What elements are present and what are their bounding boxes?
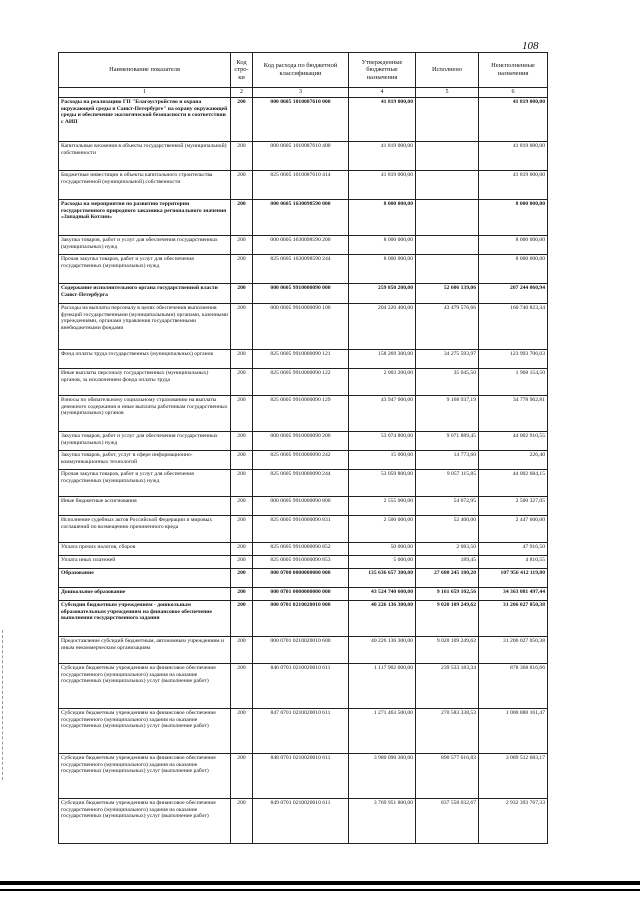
unexecuted-amount: 34 778 962,81 (479, 396, 548, 432)
approved-amount: 2 003 200,00 (349, 369, 416, 396)
line-code: 200 (231, 350, 253, 369)
approved-amount: 8 000 000,00 (349, 200, 416, 236)
executed-amount (416, 142, 479, 171)
unexecuted-amount: 2 447 600,00 (479, 516, 548, 543)
table-row (59, 200, 548, 236)
executed-amount: 54 672,95 (416, 497, 479, 516)
line-code: 200 (231, 369, 253, 396)
kbk-code: 848 0701 0210020010 611 (253, 754, 349, 799)
approved-amount: 41 819 000,00 (349, 142, 416, 171)
unexecuted-amount: 878 368 816,66 (479, 664, 548, 709)
line-code: 200 (231, 255, 253, 284)
kbk-code: 825 0605 9910000090 122 (253, 369, 349, 396)
row-name: Взносы по обязательному социальному страхованию на выплаты денежного содержания и иные выплаты работникам государственных (муниципальных) органов (59, 396, 231, 432)
executed-amount: 34 275 593,97 (416, 350, 479, 369)
kbk-code: 825 0605 9910000090 853 (253, 556, 349, 569)
row-name: Субсидии бюджетным учреждениям - дошкольным образовательным учреждениям на финансовое обеспечение выполнения государственного задания (59, 601, 231, 637)
approved-amount: 1 271 463 500,00 (349, 709, 416, 754)
approved-amount: 135 636 657 300,00 (349, 569, 416, 588)
kbk-code: 847 0701 0210020010 611 (253, 709, 349, 754)
kbk-code: 000 0605 9910000090 800 (253, 497, 349, 516)
unexecuted-amount: 44 002 684,15 (479, 470, 548, 497)
kbk-code: 846 0701 0210020010 611 (253, 664, 349, 709)
unexecuted-amount: 226,40 (479, 451, 548, 470)
kbk-code: 849 0701 0210020010 611 (253, 799, 349, 844)
kbk-code: 000 0701 0210020010 000 (253, 601, 349, 637)
row-name: Капитальные вложения в объекты государственной (муниципальной) собственности (59, 142, 231, 171)
unexecuted-amount: 44 002 910,55 (479, 432, 548, 451)
approved-amount: 15 000,00 (349, 451, 416, 470)
row-name: Фонд оплаты труда государственных (муниципальных) органов (59, 350, 231, 369)
table-row (59, 588, 548, 601)
page-number: 108 (522, 40, 539, 52)
unexecuted-amount: 2 500 327,05 (479, 497, 548, 516)
header-unexecuted: Неисполненные назначения (479, 53, 548, 88)
kbk-code: 000 0605 1630098590 000 (253, 200, 349, 236)
table-row (59, 304, 548, 350)
approved-amount: 40 226 136 300,00 (349, 601, 416, 637)
unexecuted-amount: 34 363 081 497,44 (479, 588, 548, 601)
unexecuted-amount: 47 916,50 (479, 543, 548, 556)
approved-amount: 43 524 740 600,00 (349, 588, 416, 601)
unexecuted-amount: 4 810,55 (479, 556, 548, 569)
kbk-code: 000 0605 1010087610 400 (253, 142, 349, 171)
executed-amount: 35 045,50 (416, 369, 479, 396)
kbk-code: 825 0605 9910000090 129 (253, 396, 349, 432)
executed-amount: 9 168 937,19 (416, 396, 479, 432)
header-kbk: Код расхода по бюджетной классификации (253, 53, 349, 88)
unexecuted-amount: 31 206 027 050,38 (479, 601, 548, 637)
row-name: Прочая закупка товаров, работ и услуг для обеспечения государственных (муниципальных) нужд (59, 255, 231, 284)
approved-amount: 41 819 000,00 (349, 98, 416, 142)
table-row (59, 470, 548, 497)
kbk-code: 000 0605 1630098590 200 (253, 236, 349, 255)
line-code: 200 (231, 432, 253, 451)
table-row (59, 350, 548, 369)
kbk-code: 000 0701 0000000000 000 (253, 588, 349, 601)
line-code: 200 (231, 497, 253, 516)
executed-amount: 9 020 109 249,62 (416, 601, 479, 637)
approved-amount: 204 220 400,00 (349, 304, 416, 350)
executed-amount: 9 161 659 102,56 (416, 588, 479, 601)
table-row (59, 754, 548, 799)
table-row (59, 543, 548, 556)
table-row (59, 142, 548, 171)
kbk-code: 825 0605 1010087610 414 (253, 171, 349, 200)
row-name: Уплата иных платежей (59, 556, 231, 569)
approved-amount: 259 850 200,00 (349, 284, 416, 304)
column-number: 6 (479, 88, 548, 98)
kbk-code: 000 0605 9910000090 100 (253, 304, 349, 350)
approved-amount: 41 819 000,00 (349, 171, 416, 200)
kbk-code: 825 0605 9910000090 244 (253, 470, 349, 497)
table-row (59, 432, 548, 451)
header-line-code: Код стро-ки (231, 53, 253, 88)
table-row (59, 284, 548, 304)
kbk-code: 000 0700 0000000000 000 (253, 569, 349, 588)
row-name: Содержание исполнительного органа государственной власти Санкт-Петербурга (59, 284, 231, 304)
executed-amount: 2 083,50 (416, 543, 479, 556)
line-code: 200 (231, 601, 253, 637)
row-name: Образование (59, 569, 231, 588)
table-row (59, 497, 548, 516)
column-number-row (59, 88, 548, 98)
row-name: Предоставление субсидий бюджетным, автономным учреждениям и иным некоммерческим организациям (59, 637, 231, 664)
executed-amount: 43 479 576,66 (416, 304, 479, 350)
unexecuted-amount: 41 819 000,00 (479, 98, 548, 142)
unexecuted-amount: 107 956 412 119,80 (479, 569, 548, 588)
executed-amount (416, 200, 479, 236)
kbk-code: 000 0605 1010087610 000 (253, 98, 349, 142)
executed-amount: 189,45 (416, 556, 479, 569)
kbk-code: 825 0605 9910000090 852 (253, 543, 349, 556)
executed-amount: 270 583 338,53 (416, 709, 479, 754)
row-name: Иные бюджетные ассигнования (59, 497, 231, 516)
row-name: Субсидии бюджетным учреждениям на финансовое обеспечение государственного (муниципального) задания на оказание государственных (муниципальных) услуг (выполнение работ) (59, 754, 231, 799)
row-name: Расходы на выплаты персоналу в целях обеспечения выполнения функций государственными (муниципальными) органами, казенными учреждениями, органами управления государственными внебюджетными фондами (59, 304, 231, 350)
unexecuted-amount: 41 819 000,00 (479, 171, 548, 200)
approved-amount: 3 769 951 800,00 (349, 799, 416, 844)
table-row (59, 396, 548, 432)
column-number: 4 (349, 88, 416, 98)
row-name: Закупка товаров, работ и услуг для обеспечения государственных (муниципальных) нужд (59, 236, 231, 255)
column-number: 1 (59, 88, 231, 98)
line-code: 200 (231, 754, 253, 799)
table-row (59, 369, 548, 396)
line-code: 200 (231, 284, 253, 304)
unexecuted-amount: 1 000 880 161,47 (479, 709, 548, 754)
table-row (59, 236, 548, 255)
unexecuted-amount: 8 000 000,00 (479, 200, 548, 236)
row-name: Закупка товаров, работ и услуг для обеспечения государственных (муниципальных) нужд (59, 432, 231, 451)
table-row (59, 98, 548, 142)
row-name: Субсидии бюджетным учреждениям на финансовое обеспечение государственного (муниципального) задания на оказание государственных (муниципальных) услуг (выполнение работ) (59, 709, 231, 754)
table-row (59, 556, 548, 569)
kbk-code: 825 0605 9910000090 121 (253, 350, 349, 369)
line-code: 200 (231, 171, 253, 200)
scan-edge-mark (2, 630, 4, 780)
row-name: Субсидии бюджетным учреждениям на финансовое обеспечение государственного (муниципального) задания на оказание государственных (муниципальных) услуг (выполнение работ) (59, 664, 231, 709)
row-name: Дошкольное образование (59, 588, 231, 601)
header-executed: Исполнено (416, 53, 479, 88)
kbk-code: 000 0605 9910000090 000 (253, 284, 349, 304)
row-name: Бюджетные инвестиции в объекты капитального строительства государственной (муниципальной) собственности (59, 171, 231, 200)
approved-amount: 8 000 000,00 (349, 255, 416, 284)
table-row (59, 569, 548, 588)
executed-amount: 52 606 139,06 (416, 284, 479, 304)
kbk-code: 825 0605 1630098590 244 (253, 255, 349, 284)
unexecuted-amount: 160 740 823,34 (479, 304, 548, 350)
row-name: Исполнение судебных актов Российской Федерации и мировых соглашений по возмещению причиненного вреда (59, 516, 231, 543)
table-row (59, 664, 548, 709)
executed-amount: 890 577 616,83 (416, 754, 479, 799)
approved-amount: 3 980 090 300,00 (349, 754, 416, 799)
line-code: 200 (231, 516, 253, 543)
approved-amount: 5 000,00 (349, 556, 416, 569)
unexecuted-amount: 2 932 393 767,33 (479, 799, 548, 844)
line-code: 200 (231, 543, 253, 556)
line-code: 200 (231, 664, 253, 709)
executed-amount: 9 020 109 249,62 (416, 637, 479, 664)
line-code: 200 (231, 98, 253, 142)
line-code: 200 (231, 236, 253, 255)
page-bottom-rule (0, 881, 640, 885)
unexecuted-amount: 207 244 060,94 (479, 284, 548, 304)
table-header-row (59, 53, 548, 88)
table-row (59, 255, 548, 284)
column-number: 2 (231, 88, 253, 98)
column-number: 5 (416, 88, 479, 98)
header-name: Наименование показателя (59, 53, 231, 88)
executed-amount: 52 400,00 (416, 516, 479, 543)
unexecuted-amount: 1 968 154,50 (479, 369, 548, 396)
kbk-code: 825 0605 9910000090 242 (253, 451, 349, 470)
row-name: Прочая закупка товаров, работ и услуг для обеспечения государственных (муниципальных) нужд (59, 470, 231, 497)
unexecuted-amount: 8 000 000,00 (479, 255, 548, 284)
line-code: 200 (231, 569, 253, 588)
page-bottom-rule (0, 889, 640, 891)
approved-amount: 8 000 000,00 (349, 236, 416, 255)
executed-amount: 9 057 115,85 (416, 470, 479, 497)
executed-amount (416, 98, 479, 142)
line-code: 200 (231, 470, 253, 497)
executed-amount (416, 236, 479, 255)
table-row (59, 451, 548, 470)
row-name: Уплата прочих налогов, сборов (59, 543, 231, 556)
line-code: 200 (231, 556, 253, 569)
row-name: Расходы на мероприятия по развитию территории государственного природного заказника регионального значения «Западный Котлин» (59, 200, 231, 236)
kbk-code: 000 0701 0210020010 600 (253, 637, 349, 664)
approved-amount: 2 500 000,00 (349, 516, 416, 543)
column-number: 3 (253, 88, 349, 98)
line-code: 200 (231, 709, 253, 754)
unexecuted-amount: 31 206 027 050,38 (479, 637, 548, 664)
line-code: 200 (231, 451, 253, 470)
executed-amount (416, 255, 479, 284)
budget-execution-table (58, 52, 548, 844)
kbk-code: 825 0605 9910000090 831 (253, 516, 349, 543)
table-row (59, 171, 548, 200)
row-name: Иные выплаты персоналу государственных (муниципальных) органов, за исключением фонда оплаты труда (59, 369, 231, 396)
unexecuted-amount: 8 000 000,00 (479, 236, 548, 255)
approved-amount: 2 555 000,00 (349, 497, 416, 516)
executed-amount: 14 773,60 (416, 451, 479, 470)
line-code: 200 (231, 142, 253, 171)
approved-amount: 53 059 800,00 (349, 470, 416, 497)
line-code: 200 (231, 396, 253, 432)
table-row (59, 637, 548, 664)
table-row (59, 516, 548, 543)
unexecuted-amount: 123 993 706,03 (479, 350, 548, 369)
header-approved: Утвержденные бюджетные назначения (349, 53, 416, 88)
table-row (59, 601, 548, 637)
line-code: 200 (231, 799, 253, 844)
row-name: Субсидии бюджетным учреждениям на финансовое обеспечение государственного (муниципального) задания на оказание государственных (муниципальных) услуг (выполнение работ) (59, 799, 231, 844)
unexecuted-amount: 41 819 000,00 (479, 142, 548, 171)
line-code: 200 (231, 200, 253, 236)
executed-amount: 9 071 889,45 (416, 432, 479, 451)
kbk-code: 000 0605 9910000090 200 (253, 432, 349, 451)
approved-amount: 1 117 902 000,00 (349, 664, 416, 709)
row-name: Расходы на реализацию ГП "Благоустройство и охрана окружающей среды в Санкт-Петербурге" на охрану окружающей среды и обеспечение экологической безопасности в соответствии с АИП (59, 98, 231, 142)
line-code: 200 (231, 304, 253, 350)
approved-amount: 53 074 800,00 (349, 432, 416, 451)
approved-amount: 43 947 900,00 (349, 396, 416, 432)
unexecuted-amount: 3 089 512 683,17 (479, 754, 548, 799)
executed-amount (416, 171, 479, 200)
executed-amount: 239 533 183,34 (416, 664, 479, 709)
executed-amount: 27 680 245 180,20 (416, 569, 479, 588)
line-code: 200 (231, 588, 253, 601)
table-row (59, 799, 548, 844)
line-code: 200 (231, 637, 253, 664)
approved-amount: 50 000,00 (349, 543, 416, 556)
row-name: Закупка товаров, работ, услуг в сфере информационно-коммуникационных технологий (59, 451, 231, 470)
approved-amount: 40 226 136 300,00 (349, 637, 416, 664)
approved-amount: 158 269 300,00 (349, 350, 416, 369)
table-row (59, 709, 548, 754)
executed-amount: 837 558 032,67 (416, 799, 479, 844)
